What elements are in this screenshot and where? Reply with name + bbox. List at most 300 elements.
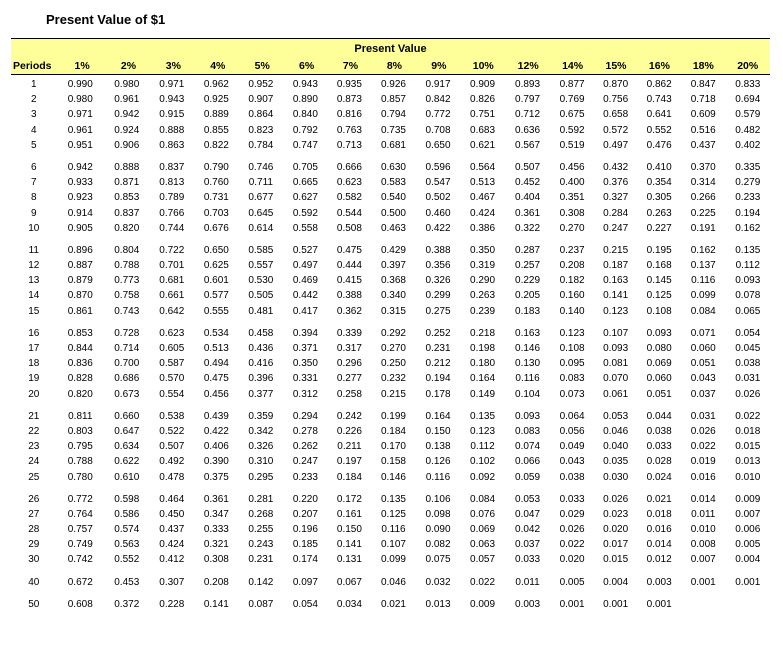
value-cell: 0.792 <box>292 124 318 136</box>
value-cell: 0.174 <box>292 554 318 566</box>
value-cell: 0.084 <box>690 305 716 317</box>
value-cell: 0.161 <box>336 508 362 520</box>
value-cell: 0.458 <box>248 327 274 339</box>
value-cell: 0.107 <box>380 539 406 551</box>
value-cell: 0.746 <box>248 161 274 173</box>
value-cell: 0.281 <box>248 493 274 505</box>
value-cell: 0.001 <box>690 576 716 588</box>
value-cell: 0.013 <box>735 456 761 468</box>
period-cell: 26 <box>28 493 40 505</box>
value-cell: 0.033 <box>515 554 541 566</box>
value-cell: 0.266 <box>690 192 716 204</box>
table-row <box>11 160 770 175</box>
value-cell: 0.074 <box>515 441 541 453</box>
value-cell: 0.125 <box>646 290 672 302</box>
value-cell: 0.456 <box>203 388 229 400</box>
value-cell: 0.823 <box>248 124 274 136</box>
table-row <box>11 597 770 612</box>
value-cell: 0.784 <box>248 139 274 151</box>
value-cell: 0.063 <box>470 539 496 551</box>
value-cell: 0.469 <box>292 275 318 287</box>
value-cell: 0.519 <box>559 139 585 151</box>
value-cell: 0.141 <box>603 290 629 302</box>
value-cell: 0.081 <box>603 358 629 370</box>
value-cell: 0.467 <box>470 192 496 204</box>
value-cell: 0.198 <box>470 343 496 354</box>
value-cell: 0.756 <box>603 94 629 106</box>
value-cell: 0.001 <box>735 576 761 588</box>
table-row <box>11 258 770 273</box>
value-cell: 0.218 <box>470 327 496 339</box>
value-cell: 0.400 <box>559 177 585 189</box>
value-cell: 0.763 <box>336 124 362 136</box>
header-rate: 9% <box>431 60 447 72</box>
value-cell: 0.822 <box>203 139 229 151</box>
value-cell: 0.092 <box>470 471 496 483</box>
value-cell: 0.098 <box>425 508 451 520</box>
value-cell: 0.577 <box>203 290 229 302</box>
value-cell: 0.045 <box>735 343 761 354</box>
value-cell: 0.444 <box>336 260 362 272</box>
value-cell: 0.043 <box>690 373 716 385</box>
value-cell: 0.582 <box>336 192 362 204</box>
value-cell: 0.570 <box>159 373 185 385</box>
table-row <box>11 424 770 439</box>
value-cell: 0.497 <box>292 260 318 272</box>
value-cell: 0.601 <box>203 275 229 287</box>
value-cell: 0.751 <box>470 109 496 121</box>
table-row <box>11 304 770 319</box>
period-cell: 14 <box>28 290 40 302</box>
value-cell: 0.315 <box>380 305 406 317</box>
value-cell: 0.402 <box>735 139 761 151</box>
value-cell: 0.015 <box>603 554 629 566</box>
table-row <box>11 492 770 507</box>
value-cell: 0.926 <box>380 79 406 90</box>
value-cell: 0.275 <box>425 305 451 317</box>
value-cell: 0.634 <box>114 441 140 453</box>
value-cell: 0.020 <box>603 524 629 536</box>
value-cell: 0.125 <box>380 508 406 520</box>
value-cell: 0.339 <box>336 327 362 339</box>
value-cell: 0.229 <box>515 275 541 287</box>
value-cell <box>681 597 726 612</box>
value-cell: 0.170 <box>380 441 406 453</box>
value-cell: 0.623 <box>336 177 362 189</box>
value-cell: 0.650 <box>425 139 451 151</box>
value-cell: 0.164 <box>470 373 496 385</box>
value-cell: 0.609 <box>690 109 716 121</box>
period-cell: 21 <box>28 410 40 422</box>
value-cell: 0.107 <box>603 327 629 339</box>
value-cell: 0.250 <box>380 358 406 370</box>
value-cell: 0.645 <box>248 207 274 219</box>
value-cell: 0.019 <box>690 456 716 468</box>
value-cell: 0.060 <box>690 343 716 354</box>
table-row <box>11 107 770 122</box>
value-cell: 0.064 <box>559 410 585 422</box>
value-cell: 0.233 <box>292 471 318 483</box>
value-cell: 0.359 <box>248 410 274 422</box>
value-cell: 0.442 <box>292 290 318 302</box>
value-cell: 0.623 <box>159 327 185 339</box>
value-cell: 0.622 <box>114 456 140 468</box>
value-cell: 0.258 <box>336 388 362 400</box>
value-cell: 0.915 <box>159 109 185 121</box>
value-cell: 0.475 <box>336 244 362 256</box>
value-cell: 0.073 <box>559 388 585 400</box>
value-cell: 0.396 <box>248 373 274 385</box>
table-row <box>11 190 770 205</box>
value-cell: 0.404 <box>515 192 541 204</box>
value-cell: 0.212 <box>425 358 451 370</box>
value-cell: 0.106 <box>425 493 451 505</box>
header-rate: 8% <box>386 60 403 72</box>
value-cell: 0.711 <box>248 177 273 189</box>
value-cell: 0.605 <box>159 343 185 354</box>
value-cell: 0.263 <box>646 207 672 219</box>
value-cell: 0.183 <box>515 305 541 317</box>
table-row <box>11 123 770 138</box>
value-cell: 0.350 <box>470 244 496 256</box>
value-cell: 0.475 <box>203 373 229 385</box>
value-cell: 0.022 <box>470 576 496 588</box>
value-cell: 0.855 <box>203 124 229 136</box>
value-cell: 0.054 <box>292 598 318 610</box>
value-cell: 0.943 <box>159 94 185 106</box>
value-cell: 0.708 <box>425 124 451 136</box>
value-cell: 0.044 <box>646 410 672 422</box>
period-cell: 22 <box>28 425 40 437</box>
value-cell: 0.093 <box>735 275 761 287</box>
value-cell: 0.184 <box>336 471 362 483</box>
value-cell: 0.722 <box>159 244 185 256</box>
value-cell: 0.665 <box>292 177 318 189</box>
value-cell: 0.507 <box>515 161 541 173</box>
value-cell: 0.377 <box>248 388 274 400</box>
value-cell: 0.905 <box>67 222 93 234</box>
value-cell: 0.294 <box>292 410 318 422</box>
value-cell: 0.361 <box>203 493 229 505</box>
value-cell: 0.011 <box>691 508 716 520</box>
value-cell: 0.840 <box>292 109 318 121</box>
value-cell: 0.424 <box>159 539 185 551</box>
value-cell: 0.278 <box>292 425 318 437</box>
value-cell: 0.586 <box>114 508 140 520</box>
value-cell: 0.415 <box>336 275 362 287</box>
value-cell: 0.592 <box>292 207 318 219</box>
value-cell: 0.319 <box>470 260 496 272</box>
value-cell: 0.051 <box>690 358 716 370</box>
value-cell: 0.084 <box>470 493 496 505</box>
table-row <box>11 273 770 288</box>
value-cell: 0.331 <box>292 373 318 385</box>
value-cell: 0.661 <box>159 290 185 302</box>
table-row <box>11 454 770 469</box>
value-cell: 0.893 <box>515 79 541 90</box>
value-cell: 0.412 <box>159 554 185 566</box>
value-cell: 0.437 <box>159 524 185 536</box>
value-cell: 0.833 <box>735 79 761 90</box>
value-cell: 0.031 <box>735 373 761 385</box>
value-cell: 0.046 <box>603 425 629 437</box>
header-rate: 20% <box>737 60 759 72</box>
period-cell: 4 <box>30 124 37 136</box>
value-cell: 0.314 <box>690 177 716 189</box>
value-cell: 0.211 <box>337 441 362 453</box>
value-cell: 0.980 <box>67 94 93 106</box>
value-cell: 0.005 <box>559 576 585 588</box>
value-cell: 0.625 <box>203 260 229 272</box>
value-cell: 0.933 <box>67 177 93 189</box>
value-cell: 0.207 <box>292 508 318 520</box>
value-cell: 0.226 <box>336 425 362 437</box>
value-cell: 0.694 <box>735 94 761 106</box>
value-cell: 0.951 <box>67 139 93 151</box>
value-cell: 0.863 <box>159 139 185 151</box>
value-cell: 0.016 <box>646 524 672 536</box>
table-band-title: Present Value <box>11 38 770 59</box>
value-cell: 0.534 <box>203 327 229 339</box>
value-cell: 0.317 <box>336 343 362 354</box>
period-cell: 1 <box>30 79 37 90</box>
value-cell: 0.184 <box>380 425 406 437</box>
value-cell: 0.270 <box>559 222 585 234</box>
value-cell: 0.971 <box>159 79 185 90</box>
value-cell: 0.108 <box>559 343 585 354</box>
value-cell: 0.513 <box>203 343 229 354</box>
value-cell: 0.508 <box>336 222 362 234</box>
value-cell: 0.362 <box>336 305 362 317</box>
table-row <box>11 387 770 402</box>
value-cell: 0.476 <box>646 139 672 151</box>
period-cell: 6 <box>30 161 37 173</box>
value-cell <box>725 597 770 612</box>
value-cell: 0.047 <box>515 508 541 520</box>
value-cell: 0.552 <box>646 124 672 136</box>
value-cell: 0.321 <box>203 539 229 551</box>
period-cell: 24 <box>28 456 40 468</box>
value-cell: 0.887 <box>67 260 93 272</box>
value-cell: 0.141 <box>336 539 362 551</box>
value-cell: 0.030 <box>603 471 629 483</box>
value-cell: 0.522 <box>159 425 185 437</box>
value-cell: 0.764 <box>67 508 93 520</box>
value-cell: 0.747 <box>292 139 318 151</box>
value-cell: 0.564 <box>470 161 496 173</box>
value-cell: 0.149 <box>470 388 496 400</box>
value-cell: 0.138 <box>425 441 451 453</box>
value-cell: 0.295 <box>248 471 274 483</box>
value-cell: 0.164 <box>425 410 451 422</box>
value-cell: 0.610 <box>114 471 140 483</box>
value-cell: 0.141 <box>203 598 229 610</box>
value-cell: 0.450 <box>159 508 185 520</box>
value-cell: 0.714 <box>114 343 140 354</box>
value-cell: 0.888 <box>114 161 140 173</box>
value-cell: 0.676 <box>203 222 229 234</box>
value-cell: 0.194 <box>735 207 761 219</box>
value-cell: 0.233 <box>735 192 761 204</box>
value-cell: 0.140 <box>559 305 585 317</box>
value-cell: 0.004 <box>735 554 761 566</box>
value-cell: 0.033 <box>646 441 672 453</box>
value-cell: 0.252 <box>425 327 451 339</box>
value-cell: 0.013 <box>425 598 451 610</box>
value-cell: 0.001 <box>559 598 585 610</box>
value-cell: 0.312 <box>292 388 318 400</box>
value-cell: 0.007 <box>690 554 716 566</box>
value-cell: 0.735 <box>380 124 406 136</box>
value-cell: 0.150 <box>425 425 451 437</box>
period-cell: 10 <box>28 222 40 234</box>
value-cell: 0.789 <box>159 192 185 204</box>
period-cell: 28 <box>28 524 40 536</box>
value-cell: 0.225 <box>690 207 716 219</box>
value-cell: 0.162 <box>690 244 716 256</box>
value-cell: 0.270 <box>380 343 406 354</box>
value-cell: 0.386 <box>470 222 496 234</box>
value-cell: 0.980 <box>114 79 140 90</box>
value-cell: 0.016 <box>690 471 716 483</box>
value-cell: 0.060 <box>646 373 672 385</box>
value-cell: 0.766 <box>159 207 185 219</box>
value-cell: 0.340 <box>380 290 406 302</box>
value-cell: 0.247 <box>603 222 629 234</box>
value-cell: 0.500 <box>380 207 406 219</box>
value-cell: 0.585 <box>248 244 274 256</box>
value-cell: 0.056 <box>559 425 585 437</box>
value-cell: 0.460 <box>425 207 451 219</box>
value-cell: 0.172 <box>336 493 362 505</box>
value-cell: 0.066 <box>515 456 541 468</box>
value-cell: 0.123 <box>603 305 629 317</box>
value-cell: 0.826 <box>470 94 496 106</box>
value-cell: 0.804 <box>114 244 140 256</box>
value-cell: 0.437 <box>690 139 716 151</box>
value-cell: 0.803 <box>67 425 93 437</box>
value-cell: 0.083 <box>559 373 585 385</box>
value-cell: 0.071 <box>690 327 716 339</box>
table-row <box>11 552 770 567</box>
value-cell: 0.131 <box>336 554 362 566</box>
value-cell: 0.650 <box>203 244 229 256</box>
value-cell: 0.021 <box>646 493 672 505</box>
value-cell: 0.093 <box>646 327 672 339</box>
table-row <box>11 439 770 454</box>
period-cell: 19 <box>28 373 40 385</box>
value-cell: 0.322 <box>515 222 541 234</box>
value-cell: 0.961 <box>67 124 93 136</box>
value-cell: 0.104 <box>515 388 541 400</box>
value-cell: 0.795 <box>67 441 93 453</box>
value-cell: 0.026 <box>603 493 629 505</box>
header-rate: 7% <box>342 60 359 72</box>
value-cell: 0.040 <box>603 441 629 453</box>
value-cell: 0.554 <box>159 388 185 400</box>
value-cell: 0.003 <box>646 576 672 588</box>
value-cell: 0.180 <box>470 358 496 370</box>
value-cell: 0.182 <box>559 275 585 287</box>
value-cell: 0.574 <box>114 524 140 536</box>
value-cell: 0.743 <box>646 94 672 106</box>
value-cell: 0.142 <box>248 576 274 588</box>
value-cell: 0.558 <box>292 222 318 234</box>
value-cell: 0.888 <box>159 124 185 136</box>
value-cell: 0.069 <box>646 358 672 370</box>
value-cell: 0.284 <box>603 207 629 219</box>
value-cell: 0.263 <box>470 290 496 302</box>
value-cell: 0.422 <box>425 222 451 234</box>
value-cell: 0.907 <box>248 94 274 106</box>
period-cell: 8 <box>30 192 37 204</box>
table-row <box>11 522 770 537</box>
table-row <box>11 92 770 107</box>
value-cell: 0.351 <box>559 192 585 204</box>
value-cell: 0.024 <box>646 471 672 483</box>
value-cell: 0.557 <box>248 260 274 272</box>
value-cell: 0.031 <box>690 410 716 422</box>
value-cell: 0.137 <box>690 260 716 272</box>
value-cell: 0.494 <box>203 358 229 370</box>
value-cell: 0.135 <box>735 244 761 256</box>
value-cell: 0.790 <box>203 161 229 173</box>
value-cell: 0.579 <box>735 109 761 121</box>
value-cell: 0.080 <box>646 343 672 354</box>
value-cell: 0.942 <box>114 109 140 121</box>
value-cell: 0.237 <box>559 244 585 256</box>
value-cell: 0.452 <box>515 177 541 189</box>
value-cell: 0.001 <box>603 598 629 610</box>
table-row <box>11 77 770 92</box>
value-cell: 0.583 <box>380 177 406 189</box>
value-cell: 0.277 <box>336 373 362 385</box>
value-cell: 0.742 <box>67 554 93 566</box>
header-rate: 14% <box>562 60 584 72</box>
value-cell: 0.371 <box>292 343 318 354</box>
value-cell: 0.069 <box>470 524 496 536</box>
value-cell: 0.333 <box>203 524 229 536</box>
value-cell: 0.961 <box>114 94 140 106</box>
value-cell: 0.700 <box>114 358 140 370</box>
value-cell: 0.772 <box>67 493 93 505</box>
value-cell: 0.268 <box>248 508 274 520</box>
value-cell: 0.683 <box>470 124 496 136</box>
value-cell: 0.914 <box>67 207 93 219</box>
value-cell: 0.429 <box>380 244 406 256</box>
value-cell: 0.925 <box>203 94 229 106</box>
header-rate: 3% <box>165 60 181 72</box>
value-cell: 0.087 <box>248 598 274 610</box>
value-cell: 0.185 <box>292 539 318 551</box>
value-cell: 0.327 <box>603 192 629 204</box>
value-cell: 0.239 <box>470 305 496 317</box>
value-cell: 0.057 <box>470 554 496 566</box>
value-cell: 0.857 <box>380 94 406 106</box>
value-cell: 0.757 <box>67 524 93 536</box>
value-cell: 0.861 <box>67 305 93 317</box>
value-cell: 0.255 <box>248 524 274 536</box>
value-cell: 0.410 <box>646 161 672 173</box>
value-cell: 0.370 <box>690 161 716 173</box>
value-cell: 0.130 <box>515 358 541 370</box>
value-cell: 0.935 <box>336 79 362 90</box>
value-cell: 0.197 <box>336 456 362 468</box>
value-cell: 0.021 <box>380 598 406 610</box>
value-cell: 0.018 <box>735 425 761 437</box>
value-cell: 0.614 <box>248 222 274 234</box>
value-cell: 0.820 <box>114 222 140 234</box>
